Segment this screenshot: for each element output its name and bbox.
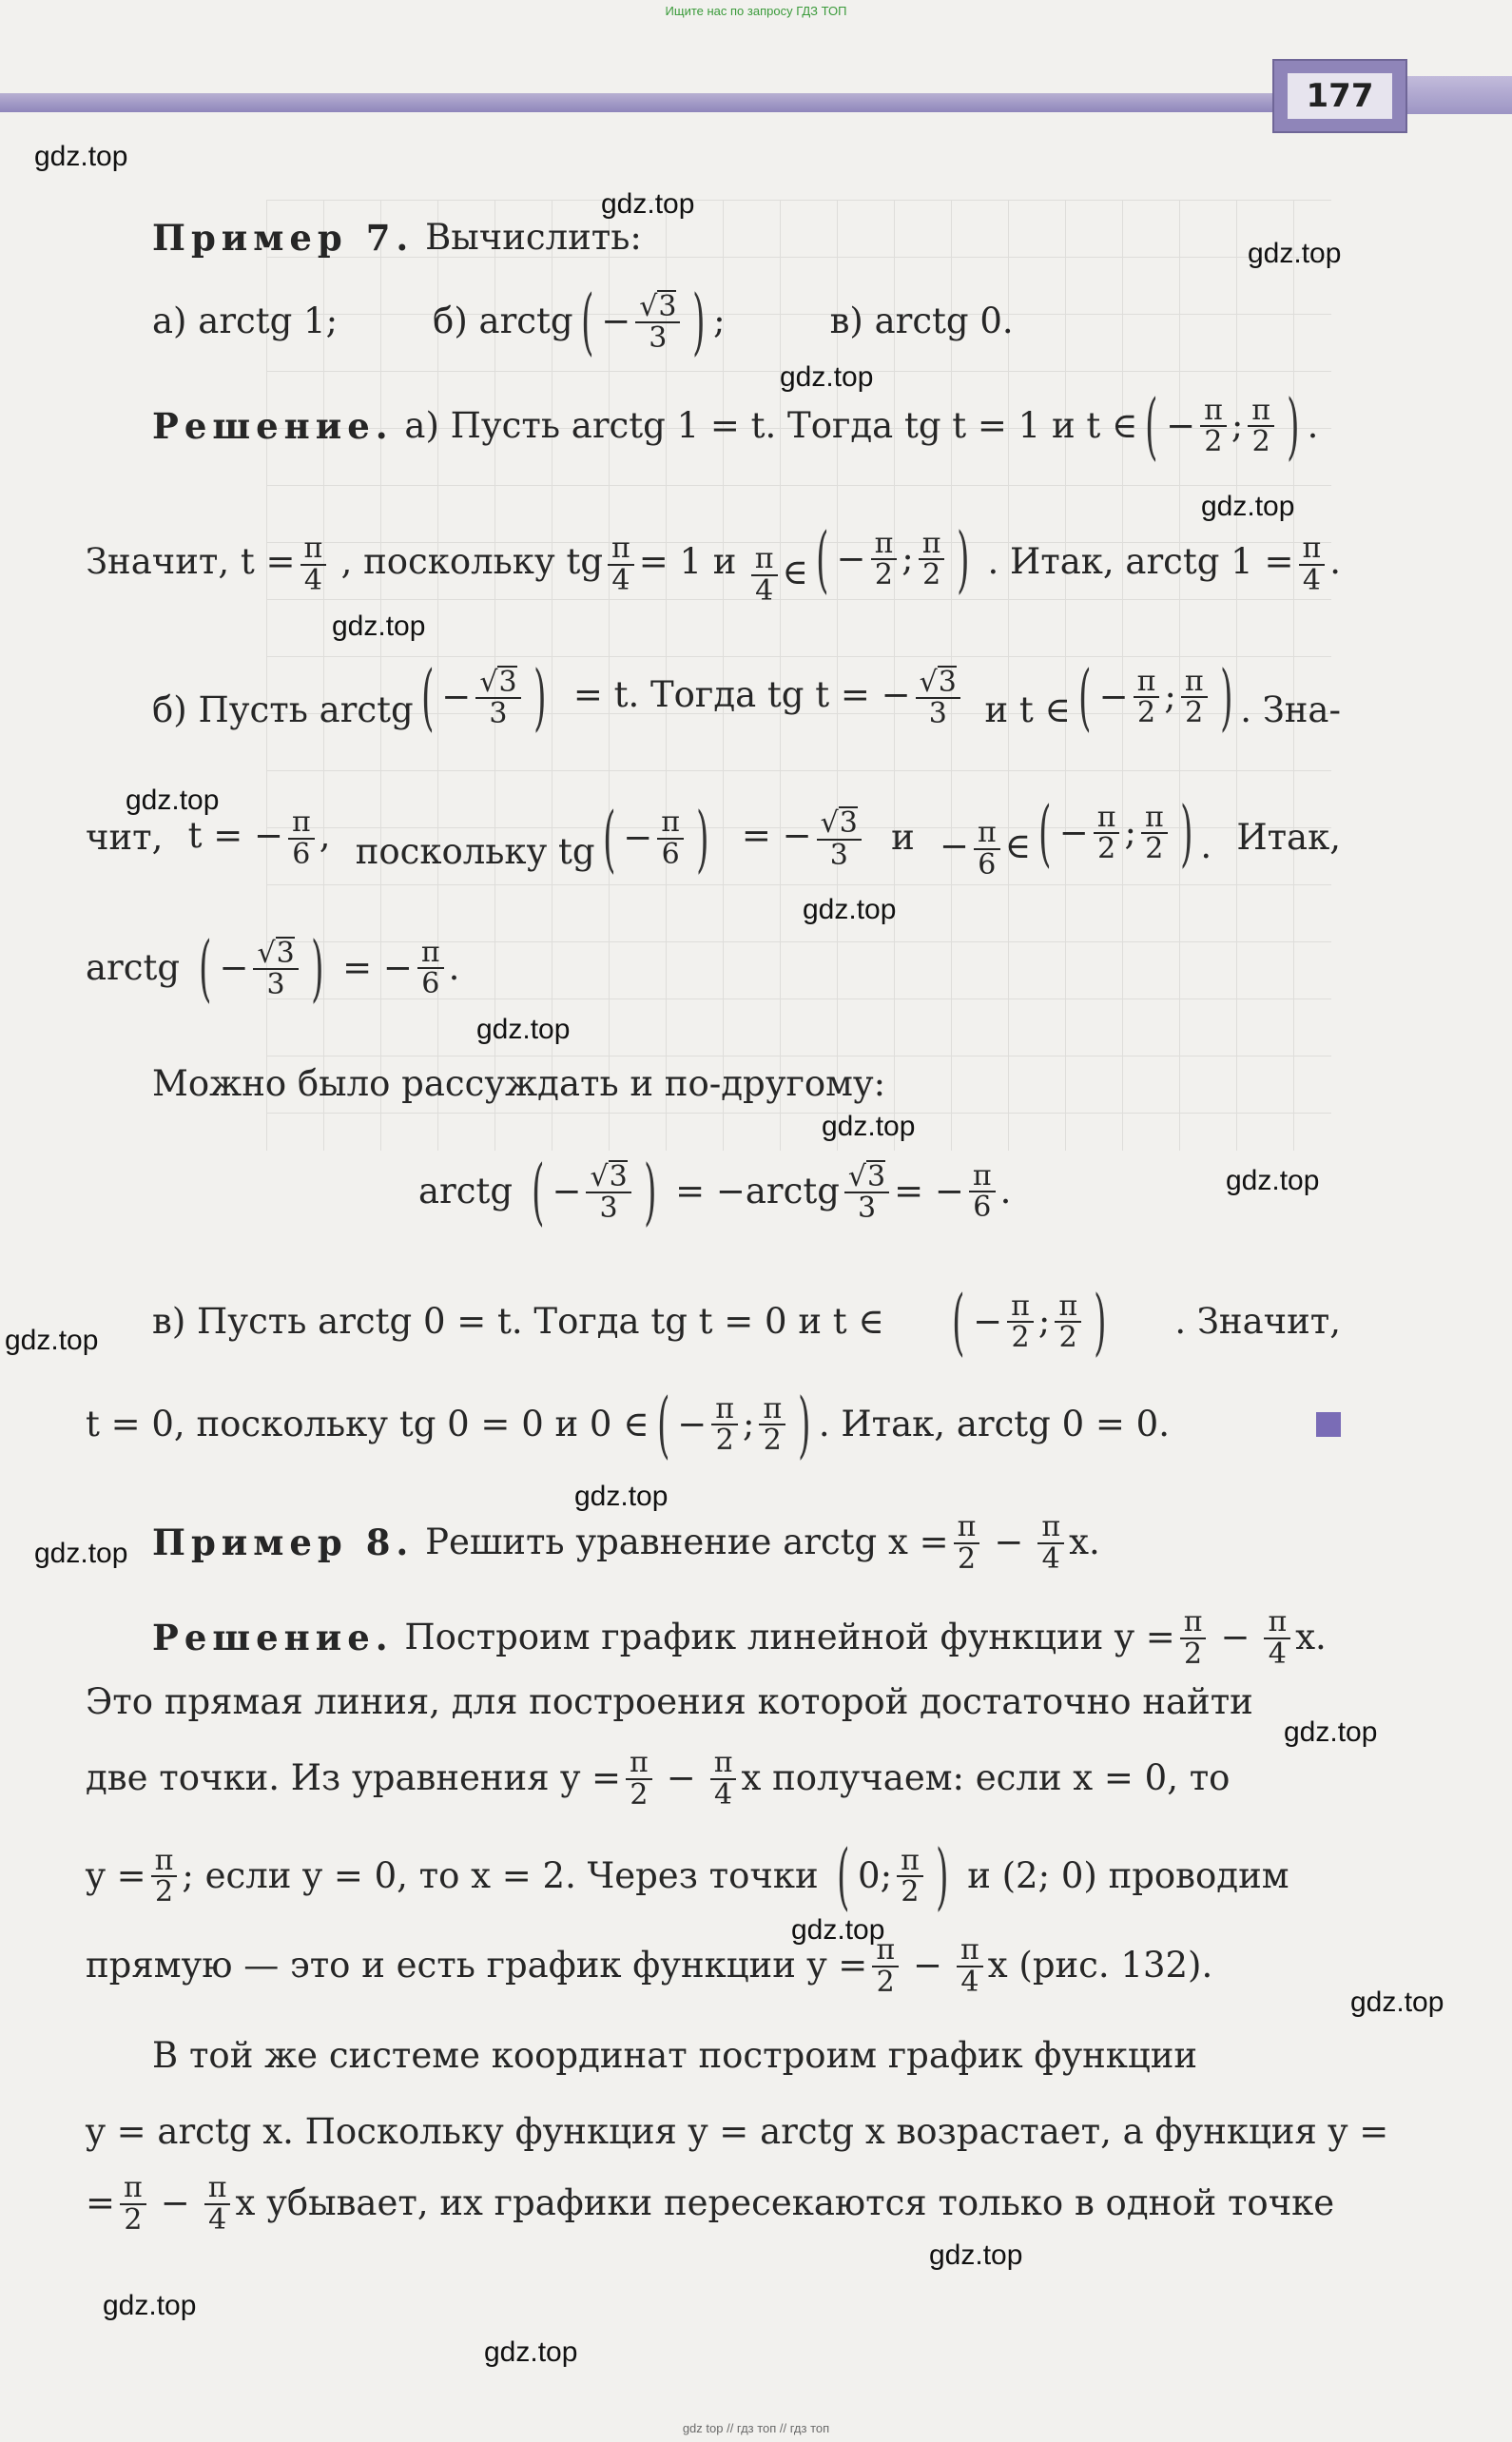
ex8-sol-5: прямую — это и есть график функции y = $\frac{\pi}{2}$ − $\frac{\pi}{4}$ x (рис. 132). (86, 1933, 1213, 1999)
watermark: gdz.top (601, 188, 695, 220)
ex8-title: Пример 8. (152, 1521, 415, 1564)
ex7-sol-b1: б) Пусть arctg ( − $\frac{√3}{3}$ ) = t. Тогда tg t = − $\frac{√3}{3}$ и t ∈ ( − $\frac{\pi}{2}$ ; $\frac{\pi}{2}$ ) . Зна- (152, 654, 1341, 739)
ex8-sol-6: В той же системе координат построим график функции (152, 2035, 1198, 2076)
watermark: gdz.top (476, 1014, 571, 1045)
watermark: gdz.top (1350, 1987, 1444, 2018)
watermark: gdz.top (34, 141, 128, 172)
ex8-sol-3: две точки. Из уравнения y = $\frac{\pi}{2}$ − $\frac{\pi}{4}$ x получаем: если x = 0, то (86, 1746, 1231, 1812)
watermark: gdz.top (1248, 238, 1342, 269)
ex7-alt-formula: arctg ( − $\frac{√3}{3}$ ) = −arctg $\frac{√3}{3}$ = − $\frac{\pi}{6}$ . (418, 1149, 1012, 1233)
ex8-sol-7: y = arctg x. Поскольку функция y = arctg x возрастает, а функция y = (86, 2111, 1389, 2152)
ex7-sol-a2: Значит, t = $\frac{\pi}{4}$ , поскольку tg $\frac{\pi}{4}$ = 1 и $\frac{\pi}{4}$ ∈ ( − $\frac{\pi}{2}$ ; $\frac{\pi}{2}$ ) . Итак, arctg 1 = $\frac{\pi}{4}$ . (86, 516, 1341, 608)
ex7-sol-v1: в) Пусть arctg 0 = t. Тогда tg t = 0 и t ∈ ( − $\frac{\pi}{2}$ ; $\frac{\pi}{2}$ ) . Значит, (152, 1279, 1341, 1364)
ex7-alt-text: Можно было рассуждать и по-другому: (152, 1063, 886, 1104)
ex7-a: а) arctg 1; (152, 300, 339, 341)
watermark: gdz.top (574, 1481, 669, 1512)
ex8-sol-1: Решение. Построим график линейной функции y = $\frac{\pi}{2}$ − $\frac{\pi}{4}$ x. (152, 1605, 1327, 1671)
ex7-heading (86, 217, 1407, 259)
ex8-sol-2: Это прямая линия, для построения которой достаточно найти (86, 1681, 1253, 1722)
watermark: gdz.top (929, 2239, 1023, 2271)
end-of-solution-marker (1316, 1412, 1341, 1437)
ex7-task: Вычислить: (425, 217, 642, 258)
page-number-box (1272, 59, 1407, 133)
ex7-v: в) arctg 0. (829, 300, 1014, 341)
ex8-heading: Пример 8. Решить уравнение arctg x = $\frac{\pi}{2}$ − $\frac{\pi}{4}$ x. (152, 1510, 1100, 1576)
header-band (0, 93, 1276, 112)
watermark: gdz.top (822, 1111, 916, 1142)
ex7-title: Пример 7. (152, 217, 415, 259)
paren-group: ( − $\frac{√3}{3}$ ) (580, 279, 706, 363)
watermark: gdz.top (1284, 1716, 1378, 1748)
ex7-sol-a1: Решение. а) Пусть arctg 1 = t. Тогда tg t = 1 и t ∈ ( − $\frac{\pi}{2}$ ; $\frac{\pi}{2}$ ) . (152, 383, 1319, 468)
watermark: gdz.top (332, 610, 426, 642)
watermark: gdz.top (126, 785, 220, 816)
watermark: gdz.top (803, 894, 897, 925)
watermark: gdz.top (484, 2336, 578, 2368)
watermark: gdz.top (791, 1914, 885, 1946)
bottom-note: gdz top // гдз топ // гдз топ (682, 2421, 830, 2435)
watermark: gdz.top (34, 1538, 128, 1569)
watermark: gdz.top (5, 1325, 99, 1356)
ex7-sol-label: Решение. (152, 404, 394, 447)
ex7-items: а) arctg 1; б) arctg ( − $\frac{√3}{3}$ ) ; в) arctg 0. (152, 279, 1014, 363)
watermark: gdz.top (1201, 491, 1295, 522)
ex7-sol-v2: t = 0, поскольку tg 0 = 0 и 0 ∈ ( − $\frac{\pi}{2}$ ; $\frac{\pi}{2}$ ) . Итак, arctg 0 = 0. (86, 1388, 1341, 1461)
ex7-sol-b3: arctg ( − $\frac{√3}{3}$ ) = − $\frac{\pi}{6}$ . (86, 925, 460, 1010)
top-note: Ищите нас по запросу ГДЗ ТОП (665, 4, 847, 18)
page-number: 177 (1288, 73, 1393, 119)
ex7-b: б) arctg (433, 300, 573, 341)
ex7-sol-b2: чит, t = − $\frac{\pi}{6}$ , поскольку tg ( − $\frac{\pi}{6}$ ) = − $\frac{√3}{3}$ и − $\frac{\pi}{6}$ ∈ ( − $\frac{\pi}{2}$ ; $\frac{\pi}{2}$ ) . Итак, (86, 790, 1341, 882)
watermark: gdz.top (780, 361, 874, 393)
ex8-sol-8: = $\frac{\pi}{2}$ − $\frac{\pi}{4}$ x убывает, их графики пересекаются только в одной точке (86, 2171, 1335, 2237)
watermark: gdz.top (103, 2290, 197, 2321)
ex8-sol-4: y = $\frac{\pi}{2}$ ; если y = 0, то x = 2. Через точки ( 0; $\frac{\pi}{2}$ ) и (2; 0) проводим (86, 1833, 1289, 1918)
watermark: gdz.top (1226, 1165, 1320, 1196)
ex8-sol-label: Решение. (152, 1617, 394, 1659)
